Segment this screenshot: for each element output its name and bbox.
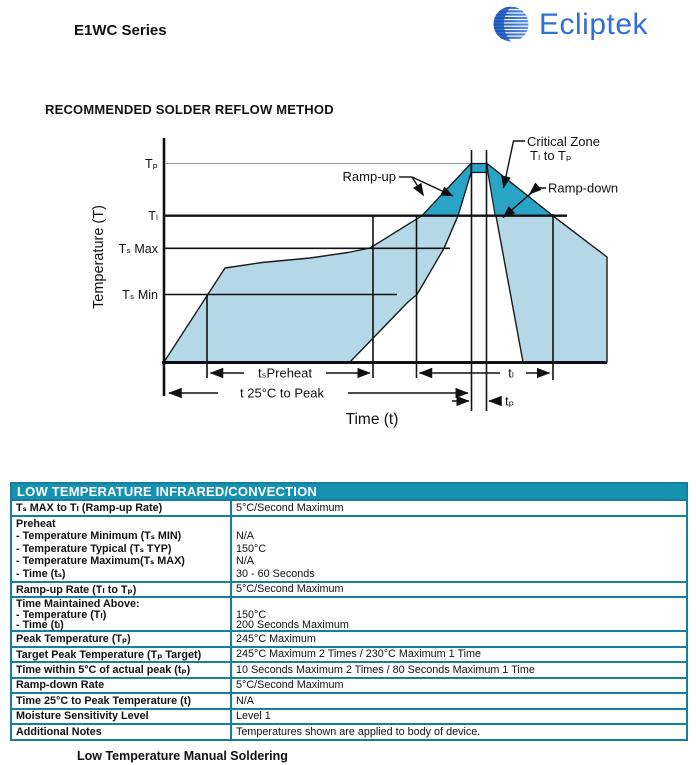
row-label: Time within 5°C of actual peak (tₚ) <box>16 664 191 677</box>
row-value: 5°C/Second Maximum <box>230 501 686 515</box>
spec-table <box>10 482 688 741</box>
row-value: 150°C 200 Seconds Maximum <box>230 598 686 630</box>
x-axis-title: Time (t) <box>345 411 399 428</box>
row-value: Temperatures shown are applied to body of device. <box>230 725 686 739</box>
table-row <box>12 708 686 724</box>
ecliptek-logo <box>492 3 648 47</box>
ramp-down-label: Ramp-down <box>548 180 619 196</box>
row-value: N/A 150°C N/A 30 - 60 Seconds <box>230 517 686 581</box>
time-span-arrows <box>169 373 550 401</box>
row-label: Time 25°C to Peak Temperature (t) <box>16 694 191 707</box>
table-title: LOW TEMPERATURE INFRARED/CONVECTION <box>12 484 686 499</box>
row-value: N/A <box>230 694 686 708</box>
ramp-up-annotation <box>343 169 453 196</box>
table-row <box>12 723 686 739</box>
row-value: 5°C/Second Maximum <box>230 679 686 693</box>
row-value: 245°C Maximum <box>230 632 686 646</box>
critical-zone-label-1: Critical Zone <box>527 134 600 149</box>
ecliptek-globe-icon <box>492 3 532 47</box>
row-label: Ramp-up Rate (Tₗ to Tₚ) <box>16 583 137 596</box>
reflow-profile-chart <box>0 120 696 440</box>
row-value: 5°C/Second Maximum <box>230 583 686 597</box>
row-label: Ramp-down Rate <box>16 679 105 692</box>
tick-ts-min: Tₛ Min <box>122 288 158 302</box>
table-row <box>12 581 686 597</box>
ecliptek-wordmark: Ecliptek <box>539 8 649 41</box>
tick-tp: Tₚ <box>145 157 158 171</box>
tick-tl: Tₗ <box>148 209 158 223</box>
table-row <box>12 499 686 515</box>
table-row <box>12 515 686 581</box>
page-title: E1WC Series <box>74 22 167 39</box>
row-label: Time Maintained Above: - Temperature (Tₗ) - Time (tₗ) <box>16 598 140 631</box>
preheat-span-label: tₛPreheat <box>258 365 312 381</box>
table-row <box>12 661 686 677</box>
y-axis-title: Temperature (T) <box>91 205 107 309</box>
row-value: 10 Seconds Maximum 2 Times / 80 Seconds Maximum 1 Time <box>230 663 686 677</box>
tick-ts-max: Tₛ Max <box>118 242 158 256</box>
row-label: Tₛ MAX to Tₗ (Ramp-up Rate) <box>16 502 163 515</box>
table-row <box>12 596 686 630</box>
tp-span-label: tₚ <box>505 393 515 409</box>
table-row <box>12 630 686 646</box>
row-value: Level 1 <box>230 710 686 724</box>
row-label: Target Peak Temperature (Tₚ Target) <box>16 648 202 661</box>
footer-caption: Low Temperature Manual Soldering <box>77 749 288 763</box>
reflow-envelope-area <box>164 164 607 363</box>
row-label: Preheat - Temperature Minimum (Tₛ MIN) - Temperature Typical (Tₛ TYP) - Temperature Maximum(Tₛ MAX) - Time (tₛ) <box>16 517 185 580</box>
row-label: Moisture Sensitivity Level <box>16 710 149 723</box>
row-label: Additional Notes <box>16 725 102 738</box>
ramp-up-label: Ramp-up <box>342 169 396 184</box>
row-value: 245°C Maximum 2 Times / 230°C Maximum 1 Time <box>230 648 686 662</box>
section-heading: RECOMMENDED SOLDER REFLOW METHOD <box>45 102 334 117</box>
table-row <box>12 677 686 693</box>
table-row <box>12 646 686 662</box>
table-row <box>12 692 686 708</box>
t25-span-label: t 25°C to Peak <box>240 385 324 401</box>
tl-span-label: tₗ <box>508 365 514 381</box>
row-label: Peak Temperature (Tₚ) <box>16 633 131 646</box>
critical-zone-label-2: Tₗ to Tₚ <box>530 148 572 163</box>
